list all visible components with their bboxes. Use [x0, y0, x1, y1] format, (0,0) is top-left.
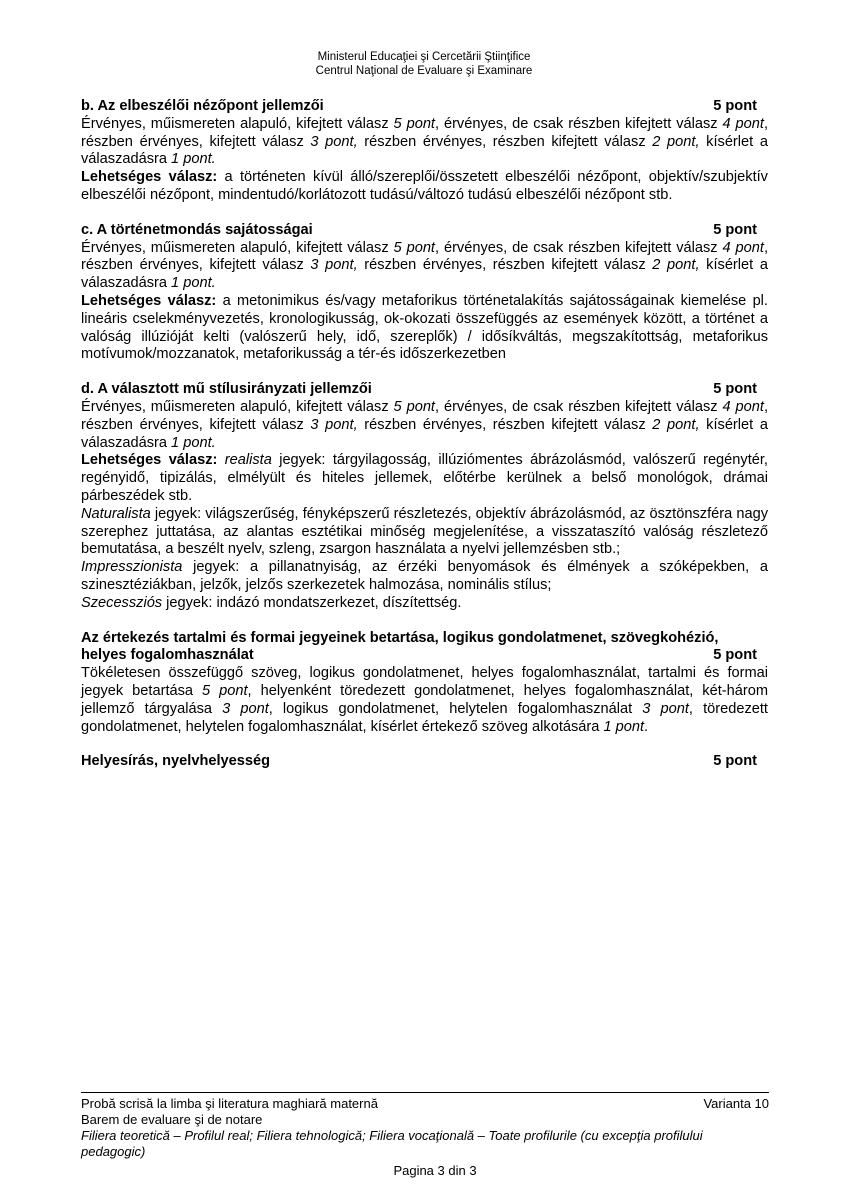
scoring-text: kísérlet a válaszadásra: [81, 257, 768, 292]
answer-label: Lehetséges válasz:: [81, 292, 217, 309]
page-number: Pagina 3 din 3: [393, 1163, 477, 1178]
section-d-heading: [81, 381, 768, 399]
variant-label: Varianta 10: [703, 1096, 769, 1111]
footer-divider: [81, 1092, 769, 1093]
scoring-text: , részben érvényes, kifejtett válasz: [81, 115, 768, 150]
answer-text: jegyek: indázó mondatszerkezet, díszítettség.: [162, 594, 462, 611]
section-spelling-points: 5 pont: [713, 753, 757, 770]
section-spelling-title: Helyesírás, nyelvhelyesség: [81, 753, 271, 770]
score-value: 2 pont,: [652, 133, 700, 150]
scoring-text: , logikus gondolatmenet, helytelen fogalomhasználat: [268, 700, 643, 717]
scoring-text: , töredezett gondolatmenet, helytelen fogalomhasználat, kísérlet értekező szöveg alkotására: [81, 700, 768, 735]
section-essay-scoring: [81, 665, 768, 736]
scoring-text: .: [644, 718, 649, 735]
scoring-text: részben érvényes, részben kifejtett válasz: [357, 133, 653, 150]
score-value: 5 pont: [393, 239, 435, 256]
score-value: 1 pont.: [171, 434, 216, 451]
document-body: [81, 98, 768, 788]
barem-label: Barem de evaluare şi de notare: [81, 1112, 263, 1127]
section-d-title: d. A választott mű stílusirányzati jellemzői: [81, 381, 372, 398]
section-c-answer: [81, 293, 768, 364]
score-value: 1 pont.: [171, 151, 216, 168]
page-footer: [81, 1096, 769, 1179]
score-value: 3 pont: [222, 700, 269, 717]
score-value: 5 pont: [393, 115, 435, 132]
footer-row-1: [81, 1096, 769, 1112]
score-value: 3 pont,: [310, 416, 358, 433]
section-b-answer: [81, 169, 768, 205]
scoring-text: részben érvényes, részben kifejtett válasz: [357, 416, 653, 433]
section-d-points: 5 pont: [713, 381, 757, 398]
answer-label: Lehetséges válasz:: [81, 452, 218, 469]
score-value: 4 pont: [722, 398, 764, 415]
scoring-text: , érvényes, de csak részben kifejtett válasz: [434, 398, 723, 415]
score-value: 1 pont.: [171, 275, 216, 292]
scoring-text: Tökéletesen összefüggő szöveg, logikus gondolatmenet, helyes fogalomhasználat, tartalmi és formai jegyek betartása: [81, 665, 768, 699]
scoring-text: Érvényes, műismereten alapuló, kifejtett válasz: [81, 239, 394, 256]
answer-text: a metonimikus és/vagy metaforikus történetalakítás sajátosságainak kiemelése pl. lineáris cselekményvezetés, kronologikusság, ok-okozati összefüggés az események között, a történet a valóság illúzióját kelti (valószerű hely, idő, szereplők) / idősíkváltás, megszakítottság, metaforikus motívumok/mozzanatok, metaforikusság a tér-és időszerkezetben: [81, 292, 768, 363]
section-c: [81, 222, 768, 364]
scoring-text: részben érvényes, részben kifejtett válasz: [357, 257, 653, 274]
score-value: 5 pont: [202, 682, 248, 699]
section-b-title: b. Az elbeszélői nézőpont jellemzői: [81, 98, 324, 114]
score-value: 3 pont,: [310, 133, 358, 150]
style-name: Szecessziós: [81, 594, 163, 611]
section-d-answer-impresszionista: [81, 559, 768, 595]
scoring-text: , helyenként töredezett gondolatmenet, helyes fogalomhasználat, két-három jellemző tárgyalása: [81, 682, 768, 717]
score-value: 3 pont: [642, 700, 689, 717]
scoring-text: , érvényes, de csak részben kifejtett válasz: [434, 115, 723, 132]
center-name: Centrul Naţional de Evaluare şi Examinare: [315, 65, 533, 77]
score-value: 3 pont,: [310, 257, 358, 274]
style-name: Naturalista: [81, 505, 151, 522]
scoring-text: Érvényes, műismereten alapuló, kifejtett válasz: [81, 115, 394, 132]
section-spelling: [81, 753, 768, 771]
section-c-heading: [81, 222, 768, 240]
score-value: 2 pont,: [652, 257, 700, 274]
section-essay-points: 5 pont: [713, 647, 757, 664]
style-name: realista: [224, 452, 272, 469]
scoring-text: kísérlet a válaszadásra: [81, 416, 768, 451]
style-name: Impresszionista: [81, 559, 183, 576]
answer-text: a történeten kívül álló/szereplői/összetett elbeszélői nézőpont, objektív/szubjektív elbeszélői nézőpont, mindentudó/korlátozott tudású/változó tudású elbeszélői nézőpont stb.: [81, 169, 768, 203]
page-header: [0, 50, 848, 78]
scoring-text: kísérlet a válaszadásra: [81, 133, 768, 168]
answer-text: jegyek: világszerűség, fényképszerű részletezés, objektív ábrázolásmód, az ösztönszféra nagy szerephez juttatása, az alantas esztétikai minőség megjelenítése, a visszataszító valóság részletező bemutatása, a beszélt nyelv, szleng, zsargon használata a nyelvi jellemzésben stb.;: [81, 505, 768, 558]
score-value: 5 pont: [393, 398, 435, 415]
section-d-answer-naturalista: [81, 506, 768, 559]
section-spelling-heading: [81, 753, 768, 771]
exam-name: Probă scrisă la limba şi literatura maghiară maternă: [81, 1096, 378, 1111]
section-essay-heading: [81, 647, 768, 665]
score-value: 1 pont: [603, 718, 645, 735]
scoring-text: , részben érvényes, kifejtett válasz: [81, 398, 768, 433]
section-b-points: 5 pont: [713, 98, 757, 114]
scoring-text: , érvényes, de csak részben kifejtett válasz: [434, 239, 723, 256]
answer-text: jegyek: a pillanatnyiság, az érzéki benyomások és élmények a szóképekben, a szinesztéziákban, jelzők, jelzős szerkezetek halmozása, nominális stílus;: [81, 559, 768, 593]
section-b: [81, 98, 768, 205]
scoring-text: Érvényes, műismereten alapuló, kifejtett válasz: [81, 398, 394, 415]
profile-label: Filiera teoretică – Profilul real; Filiera tehnologică; Filiera vocaţională – Toate profilurile (cu excepţia profilului pedagogic): [81, 1128, 703, 1159]
scoring-text: , részben érvényes, kifejtett válasz: [81, 239, 768, 274]
section-b-scoring: [81, 116, 768, 169]
section-d-answer-realista: [81, 452, 768, 505]
section-c-title: c. A történetmondás sajátosságai: [81, 221, 313, 238]
score-value: 4 pont: [722, 115, 764, 132]
answer-label: Lehetséges válasz:: [81, 169, 218, 186]
section-essay-title-line1: Az értekezés tartalmi és formai jegyeinek betartása, logikus gondolatmenet, szövegkohézió,: [81, 629, 719, 646]
score-value: 4 pont: [722, 239, 764, 256]
section-essay-title-line2: helyes fogalomhasználat: [81, 647, 254, 664]
section-c-points: 5 pont: [713, 221, 757, 238]
section-c-scoring: [81, 240, 768, 293]
answer-text: jegyek: tárgyilagosság, illúziómentes ábrázolásmód, valószerű regénytér, regényidő, tipizálás, elmélyült és hiteles jellemek, előtérbe kerülnek a belső monológok, drámai párbeszédek stb.: [81, 452, 768, 504]
ministry-name: Ministerul Educaţiei şi Cercetării Ştiinţifice: [317, 51, 531, 63]
section-d: [81, 381, 768, 612]
section-essay: [81, 630, 768, 737]
section-b-heading: [81, 98, 768, 116]
score-value: 2 pont,: [652, 416, 700, 433]
section-d-answer-szecesszios: [81, 595, 768, 613]
section-d-scoring: [81, 399, 768, 452]
